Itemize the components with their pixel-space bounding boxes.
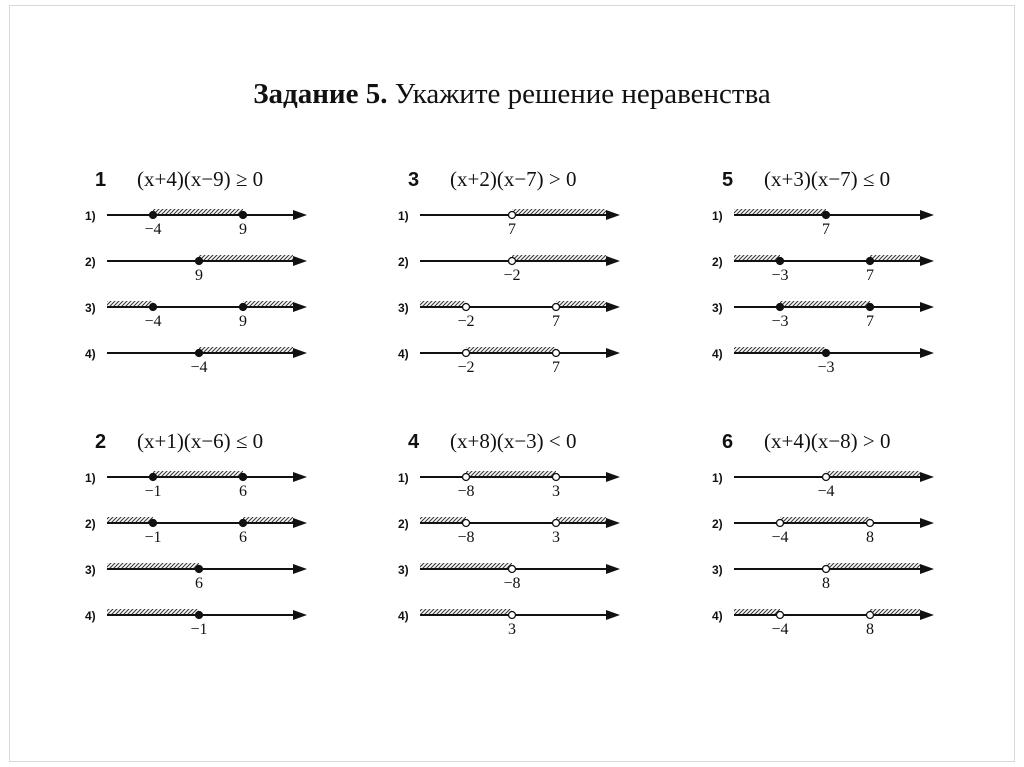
open-point — [553, 474, 560, 481]
option-3 — [85, 563, 307, 592]
exercise-inequality: (x+1)(x−6) ≤ 0 — [137, 429, 264, 453]
filled-point — [196, 258, 203, 265]
option-2 — [85, 255, 307, 284]
option-label: 1) — [398, 471, 409, 485]
option-4 — [712, 347, 934, 376]
point-label: 8 — [822, 575, 830, 592]
point-label: 7 — [552, 313, 560, 330]
filled-point — [196, 350, 203, 357]
arrow-head — [920, 518, 934, 528]
open-point — [867, 612, 874, 619]
arrow-head — [293, 518, 307, 528]
option-3 — [398, 563, 620, 592]
option-3 — [85, 301, 307, 330]
point-label: −4 — [771, 529, 789, 546]
exercise-4 — [398, 429, 620, 638]
filled-point — [196, 566, 203, 573]
option-label: 4) — [398, 609, 409, 623]
filled-point — [150, 212, 157, 219]
open-point — [509, 566, 516, 573]
filled-point — [823, 350, 830, 357]
point-label: 7 — [866, 313, 874, 330]
point-label: −2 — [457, 313, 475, 330]
option-2 — [398, 255, 620, 284]
point-label: 3 — [552, 483, 560, 500]
arrow-head — [293, 472, 307, 482]
filled-point — [150, 474, 157, 481]
arrow-head — [920, 302, 934, 312]
arrow-head — [920, 210, 934, 220]
arrow-head — [293, 564, 307, 574]
point-label: 9 — [239, 221, 247, 238]
point-label: −3 — [817, 359, 835, 376]
option-label: 4) — [85, 347, 96, 361]
point-label: −4 — [817, 483, 835, 500]
filled-point — [196, 612, 203, 619]
filled-point — [150, 304, 157, 311]
option-label: 4) — [398, 347, 409, 361]
arrow-head — [606, 302, 620, 312]
open-point — [867, 520, 874, 527]
point-label: 7 — [508, 221, 516, 238]
point-label: −3 — [771, 313, 789, 330]
open-point — [553, 520, 560, 527]
point-label: −1 — [190, 621, 208, 638]
exercise-inequality: (x+8)(x−3) < 0 — [450, 429, 577, 453]
exercise-inequality: (x+3)(x−7) ≤ 0 — [764, 167, 891, 191]
exercise-2 — [85, 429, 307, 638]
option-label: 1) — [85, 471, 96, 485]
open-point — [509, 212, 516, 219]
point-label: 9 — [239, 313, 247, 330]
point-label: −2 — [503, 267, 521, 284]
option-1 — [712, 209, 934, 238]
open-point — [777, 520, 784, 527]
option-label: 3) — [85, 563, 96, 577]
arrow-head — [606, 348, 620, 358]
option-label: 3) — [712, 301, 723, 315]
arrow-head — [606, 210, 620, 220]
option-label: 1) — [712, 471, 723, 485]
point-label: −8 — [457, 483, 475, 500]
option-1 — [712, 471, 934, 500]
option-2 — [85, 517, 307, 546]
filled-point — [823, 212, 830, 219]
filled-point — [867, 258, 874, 265]
option-3 — [712, 301, 934, 330]
option-label: 2) — [712, 517, 723, 531]
point-label: 9 — [195, 267, 203, 284]
arrow-head — [293, 610, 307, 620]
arrow-head — [293, 302, 307, 312]
option-label: 4) — [712, 609, 723, 623]
arrow-head — [293, 210, 307, 220]
exercise-5 — [712, 167, 934, 376]
arrow-head — [606, 256, 620, 266]
arrow-head — [920, 472, 934, 482]
filled-point — [240, 520, 247, 527]
option-label: 3) — [712, 563, 723, 577]
option-label: 3) — [85, 301, 96, 315]
point-label: −3 — [771, 267, 789, 284]
open-point — [463, 520, 470, 527]
filled-point — [150, 520, 157, 527]
point-label: −1 — [144, 529, 162, 546]
open-point — [823, 474, 830, 481]
exercise-number: 1 — [95, 169, 107, 191]
point-label: −4 — [144, 313, 162, 330]
point-label: 7 — [822, 221, 830, 238]
exercise-6 — [712, 429, 934, 638]
exercise-number: 3 — [408, 169, 420, 191]
option-label: 2) — [85, 517, 96, 531]
open-point — [553, 350, 560, 357]
option-label: 3) — [398, 563, 409, 577]
task-text: Укажите решение неравенства — [387, 78, 771, 110]
option-1 — [398, 471, 620, 500]
arrow-head — [920, 610, 934, 620]
exercise-number: 4 — [408, 431, 420, 453]
point-label: −8 — [457, 529, 475, 546]
exercise-1 — [85, 167, 307, 376]
option-label: 2) — [398, 517, 409, 531]
filled-point — [240, 474, 247, 481]
point-label: 3 — [508, 621, 516, 638]
option-label: 4) — [712, 347, 723, 361]
arrow-head — [920, 256, 934, 266]
exercise-number: 2 — [95, 431, 107, 453]
arrow-head — [293, 348, 307, 358]
arrow-head — [606, 564, 620, 574]
option-2 — [398, 517, 620, 546]
option-label: 4) — [85, 609, 96, 623]
open-point — [463, 304, 470, 311]
arrow-head — [293, 256, 307, 266]
option-label: 2) — [85, 255, 96, 269]
option-2 — [712, 255, 934, 284]
open-point — [509, 612, 516, 619]
option-label: 1) — [712, 209, 723, 223]
option-label: 1) — [85, 209, 96, 223]
arrow-head — [606, 472, 620, 482]
task-label: Задание 5. — [253, 78, 388, 110]
exercise-inequality: (x+2)(x−7) > 0 — [450, 167, 577, 191]
option-4 — [85, 347, 307, 376]
option-1 — [398, 209, 620, 238]
filled-point — [777, 304, 784, 311]
point-label: 8 — [866, 621, 874, 638]
option-label: 3) — [398, 301, 409, 315]
option-3 — [712, 563, 934, 592]
filled-point — [867, 304, 874, 311]
option-2 — [712, 517, 934, 546]
exercise-number: 5 — [722, 169, 734, 191]
filled-point — [240, 304, 247, 311]
exercise-inequality: (x+4)(x−8) > 0 — [764, 429, 891, 453]
point-label: 6 — [239, 529, 247, 546]
point-label: 6 — [239, 483, 247, 500]
arrow-head — [920, 564, 934, 574]
option-4 — [398, 347, 620, 376]
filled-point — [240, 212, 247, 219]
arrow-head — [920, 348, 934, 358]
option-4 — [398, 609, 620, 638]
point-label: −4 — [190, 359, 208, 376]
open-point — [777, 612, 784, 619]
point-label: −4 — [771, 621, 789, 638]
exercise-number: 6 — [722, 431, 734, 453]
point-label: 7 — [866, 267, 874, 284]
open-point — [509, 258, 516, 265]
point-label: −4 — [144, 221, 162, 238]
arrow-head — [606, 610, 620, 620]
point-label: −1 — [144, 483, 162, 500]
point-label: 3 — [552, 529, 560, 546]
option-1 — [85, 209, 307, 238]
exercise-3 — [398, 167, 620, 376]
option-4 — [712, 609, 934, 638]
open-point — [463, 350, 470, 357]
filled-point — [777, 258, 784, 265]
point-label: 8 — [866, 529, 874, 546]
option-1 — [85, 471, 307, 500]
point-label: 6 — [195, 575, 203, 592]
option-label: 2) — [712, 255, 723, 269]
point-label: −2 — [457, 359, 475, 376]
option-label: 2) — [398, 255, 409, 269]
arrow-head — [606, 518, 620, 528]
option-3 — [398, 301, 620, 330]
option-label: 1) — [398, 209, 409, 223]
open-point — [553, 304, 560, 311]
open-point — [823, 566, 830, 573]
point-label: −8 — [503, 575, 521, 592]
exercise-inequality: (x+4)(x−9) ≥ 0 — [137, 167, 264, 191]
point-label: 7 — [552, 359, 560, 376]
option-4 — [85, 609, 307, 638]
open-point — [463, 474, 470, 481]
